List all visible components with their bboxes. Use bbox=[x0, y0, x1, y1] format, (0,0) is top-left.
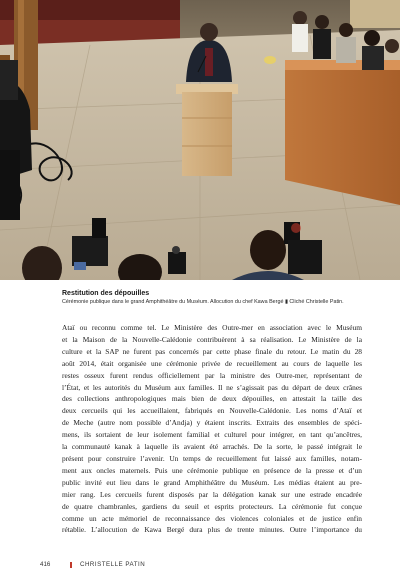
running-author: CHRISTELLE PATIN bbox=[80, 561, 146, 568]
text-line: présent pour construire l’avenir. Un temps de recueillement fut laissé aux familles, notam- bbox=[62, 453, 362, 463]
footer-accent-mark bbox=[70, 562, 72, 568]
text-line: mier rang. Les cercueils furent disposés par la délégation kanak sur une estrade encadrée bbox=[62, 489, 362, 499]
text-line: rétablie. L’allocution de Kawa Bergé dura plus de trente minutes. Outre l’importance du bbox=[62, 525, 362, 535]
photo-caption bbox=[62, 289, 382, 306]
text-line: l’État, et les autorités du Muséum aux familles. Il ne s’agissait pas du départ de deux crânes bbox=[62, 382, 362, 392]
text-line: deux cercueils qui les accueillaient, fabriqués en Nouvelle-Calédonie. Les noms d’Ataï et bbox=[62, 406, 362, 416]
text-line: ment aux oncles maternels. Puis une cérémonie publique en présence de la presse et d’un bbox=[62, 465, 362, 475]
text-line: août 2014, était organisée une cérémonie privée de recueillement au cours de laquelle les bbox=[62, 358, 362, 368]
text-line: public invité eut lieu dans le grand Amphithéâtre du Muséum. Les médias étaient au pre- bbox=[62, 477, 362, 487]
text-line: la communauté kanak à laquelle ils avaient été arrachés. De la sorte, le passé intégrait le bbox=[62, 442, 362, 452]
text-line: Ataï ou reconnu comme tel. Le Ministère des Outre-mer en association avec le Muséum bbox=[62, 323, 362, 332]
page-footer bbox=[40, 560, 145, 570]
text-line: de Meche (autre nom possible d’Andja) y étaient inscrits. Extraits des ensembles de spéci- bbox=[62, 418, 362, 428]
text-line: mens, ils sortaient de leur isolement familial et culturel pour intégrer, en tant qu’ancêtres, bbox=[62, 430, 362, 440]
text-line: comme un acte mémoriel de reconnaissance des violences coloniales et de justice enfin bbox=[62, 513, 362, 523]
text-line: des collections anthropologiques mais bien de deux dépouilles, en attestait la taille des bbox=[62, 394, 362, 404]
text-line: et la Maison de la Nouvelle-Calédonie contribuèrent à sa réalisation. Le Ministère de la bbox=[62, 334, 362, 344]
text-line: culture et la SAP ne furent pas concernés par cette phase finale du retour. Le matin du 28 bbox=[62, 346, 362, 356]
caption-title: Restitution des dépouilles bbox=[62, 290, 150, 297]
page-number: 416 bbox=[40, 561, 51, 568]
body-paragraph bbox=[62, 322, 362, 536]
ceremony-photo bbox=[0, 0, 400, 280]
caption-text: Cérémonie publique dans le grand Amphithéâtre du Muséum. Allocution du chef Kawa Bergé ▮ Cliché Christelle Patin. bbox=[62, 299, 344, 305]
text-line: restes osseux furent rendus officiellement par la ministre des Outre-mer, représentant de bbox=[62, 370, 362, 380]
text-line: de quatre chambranles, gardiens du seuil et esprits protecteurs. La cérémonie fut conçue bbox=[62, 501, 362, 511]
